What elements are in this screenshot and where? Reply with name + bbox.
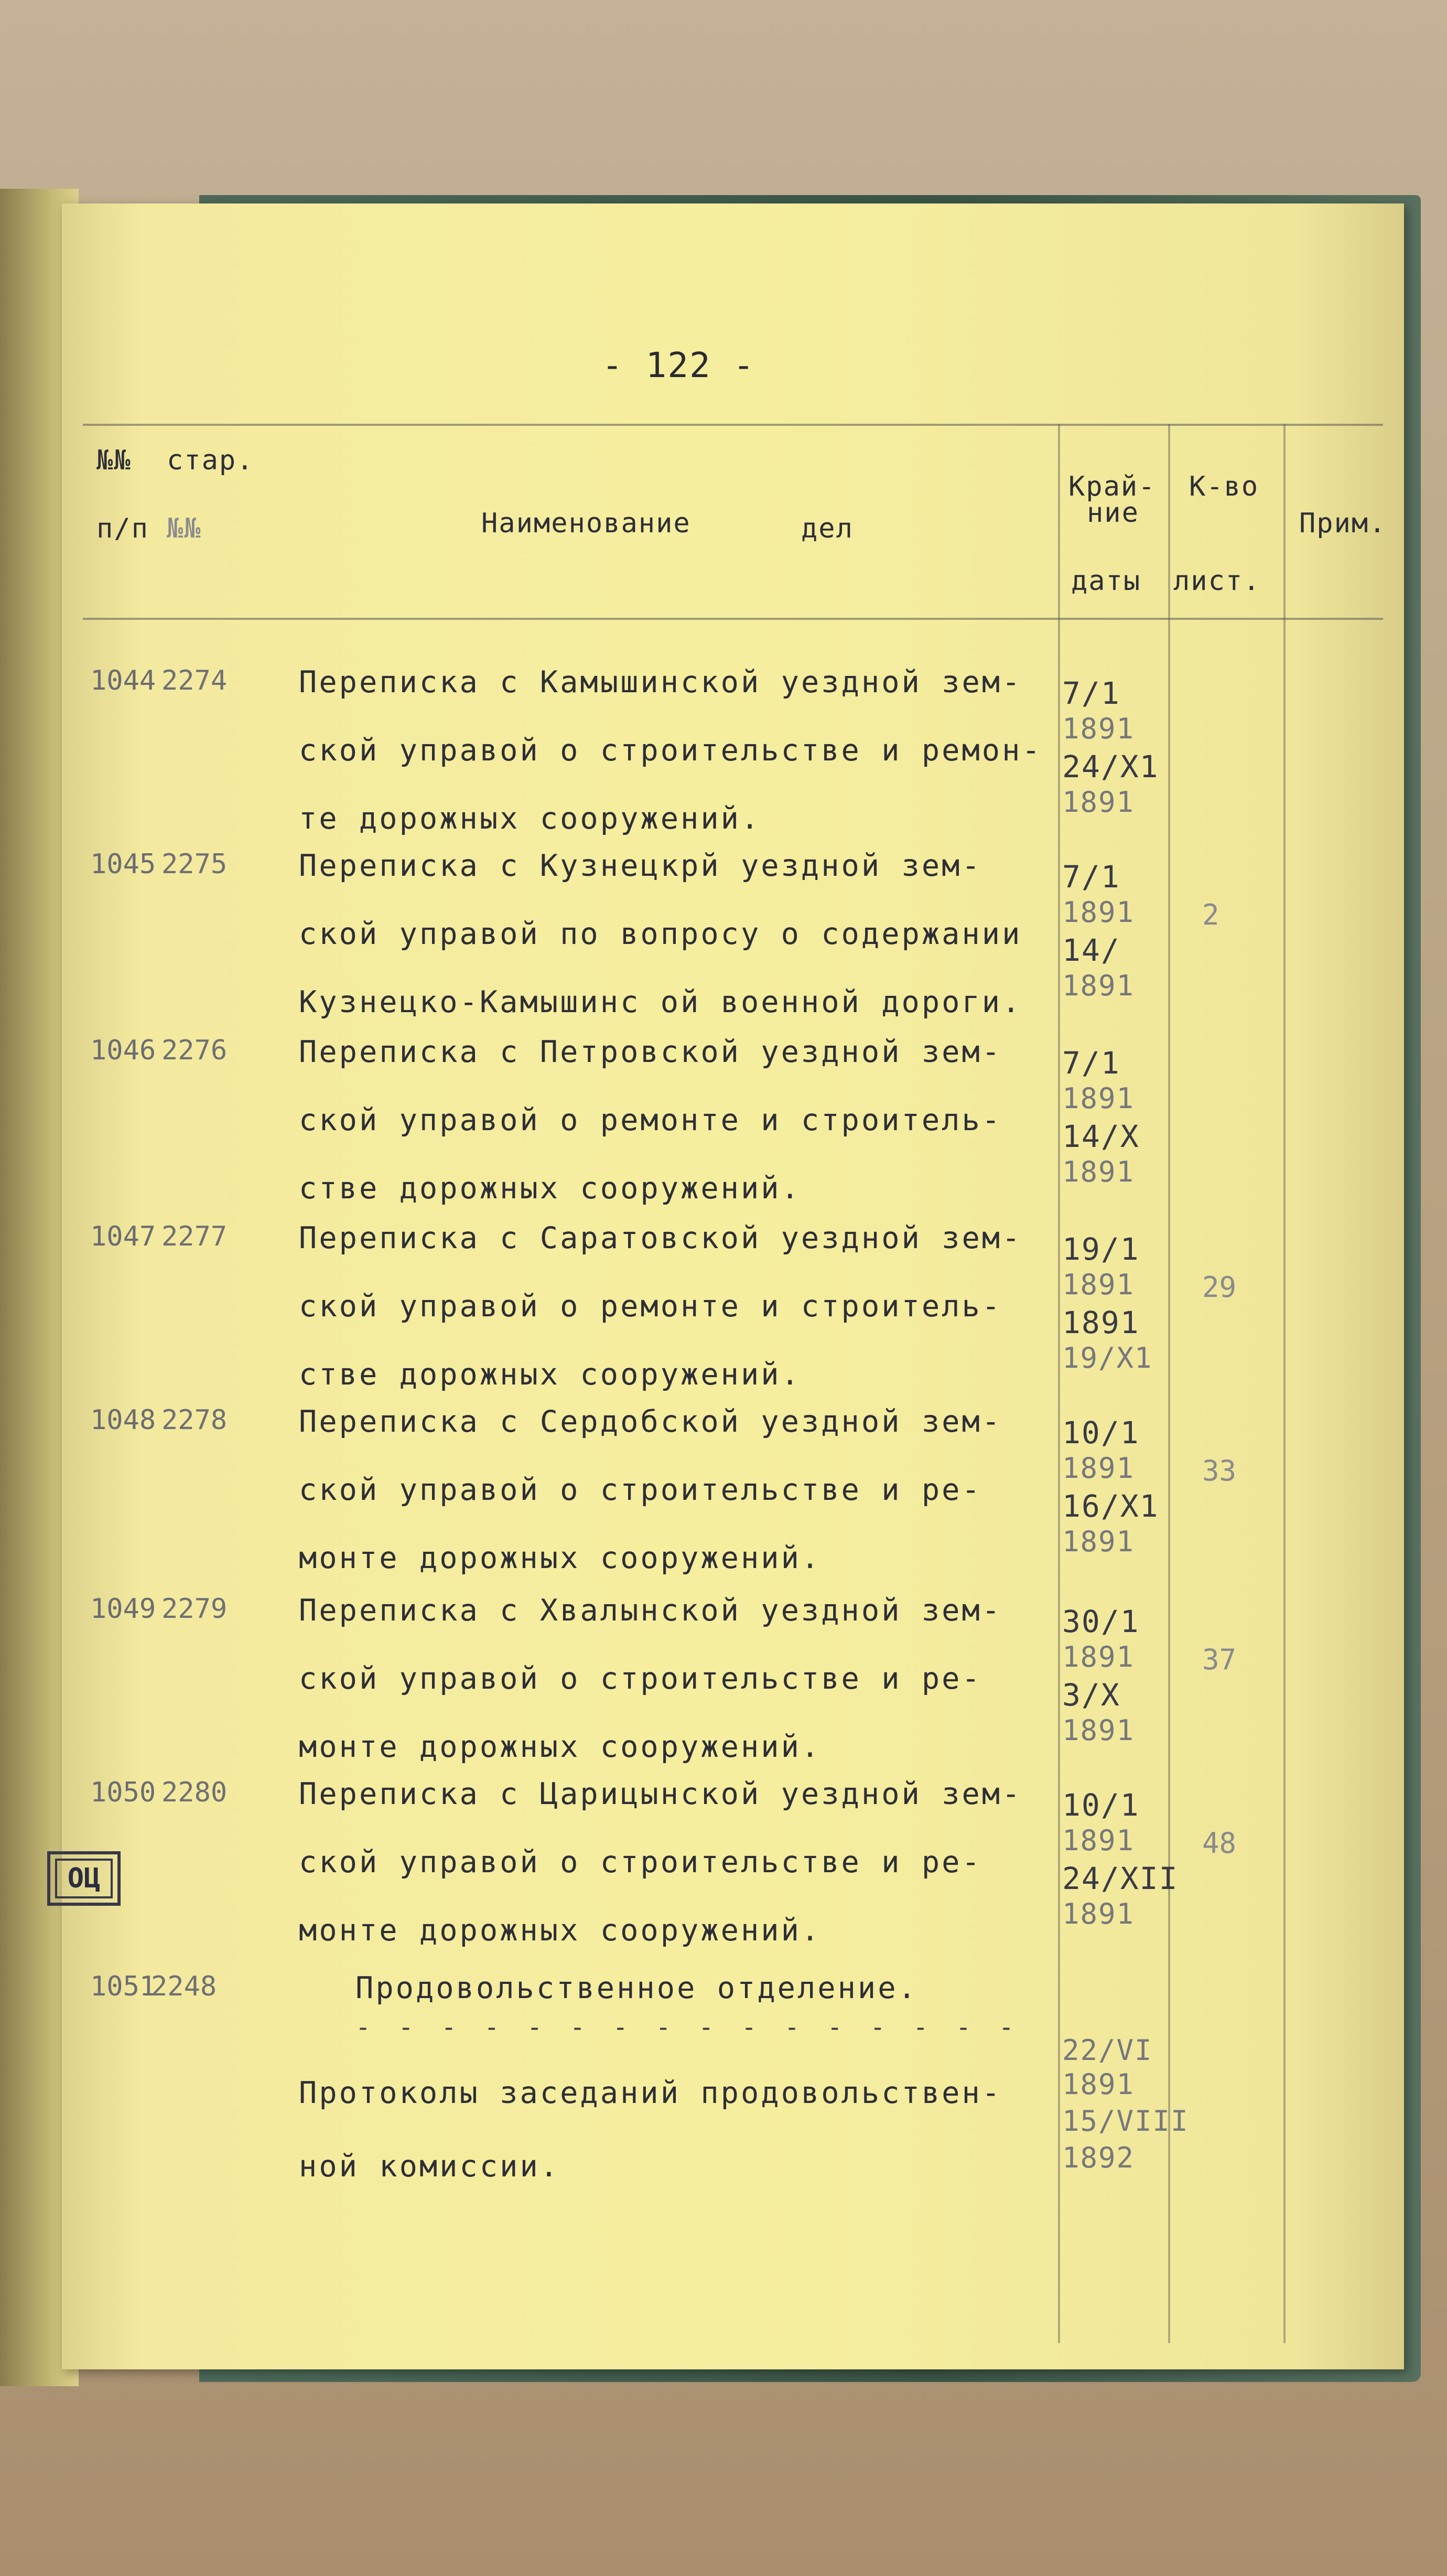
entry-sheet-count: 2 xyxy=(1202,898,1219,931)
entry-title-line: Переписка с Саратовской уездной зем- xyxy=(299,1221,1022,1255)
section-date-3: 15/VIII xyxy=(1062,2105,1189,2138)
entry-title-line: ской управой о ремонте и строитель- xyxy=(299,1103,1002,1137)
entry-date: 1891 xyxy=(1062,896,1135,929)
entry-sheet-count: 37 xyxy=(1202,1643,1237,1676)
entry-date: 1891 xyxy=(1062,1155,1135,1188)
entry-date: 19/Х1 xyxy=(1062,1341,1153,1375)
entry-title-line: ской управой о ремонте и строитель- xyxy=(299,1289,1002,1324)
entry-date: 1891 xyxy=(1062,1897,1135,1930)
entry-title-line: ской управой по вопросу о содержании xyxy=(299,917,1022,951)
entry-title-line: те дорожных сооружений. xyxy=(299,801,761,836)
header-title-2: дел xyxy=(801,513,854,544)
entry-old-number: 2278 xyxy=(161,1404,228,1436)
entry-old-number: 2279 xyxy=(161,1593,228,1625)
entry-date: 1891 xyxy=(1062,1824,1135,1857)
entry-date: 1891 xyxy=(1062,969,1135,1002)
entry-date: 14/ xyxy=(1062,932,1120,968)
entry-date: 24/Х1 xyxy=(1062,749,1159,785)
entry-old-number: 2276 xyxy=(161,1035,228,1066)
entry-title-line: Переписка с Кузнецкрй уездной зем- xyxy=(299,849,982,883)
section-underline: - - - - - - - - - - - - - - - - xyxy=(355,2013,1020,2042)
entry-date: 7/1 xyxy=(1062,675,1120,711)
entry-old-number: 2248 xyxy=(151,1971,217,2002)
section-date-4: 1892 xyxy=(1062,2141,1135,2174)
entry-date: 1891 xyxy=(1062,1452,1135,1485)
entry-title-line: ской управой о строительстве и ре- xyxy=(299,1845,982,1880)
entry-date: 24/ХII xyxy=(1062,1861,1179,1896)
entry-date: 10/1 xyxy=(1062,1415,1140,1451)
entry-date: 7/1 xyxy=(1062,1045,1120,1081)
entry-sheet-count: 48 xyxy=(1202,1827,1237,1860)
entry-date: 1891 xyxy=(1062,1082,1135,1115)
entry-title-line: стве дорожных сооружений. xyxy=(299,1357,801,1392)
entry-number: 1045 xyxy=(90,849,156,880)
entry-title-line: монте дорожных сооружений. xyxy=(299,1730,822,1764)
entry-sheet-count: 33 xyxy=(1202,1454,1237,1487)
entry-date: 7/1 xyxy=(1062,859,1120,895)
entry-date: 1891 xyxy=(1062,712,1135,745)
header-number-top: №№ xyxy=(96,445,132,476)
entry-date: 1891 xyxy=(1062,1640,1135,1673)
entry-date: 1891 xyxy=(1062,1268,1135,1301)
entry-number: 1049 xyxy=(90,1593,156,1625)
entry-old-number: 2277 xyxy=(161,1221,228,1252)
entry-title-line: монте дорожных сооружений. xyxy=(299,1541,822,1575)
header-note: Прим. xyxy=(1299,508,1387,539)
header-number-bottom: п/п xyxy=(96,513,149,544)
page-number: - 122 - xyxy=(602,345,755,385)
section-title: Продовольственное отделение. xyxy=(355,1971,918,2005)
note-column-rule xyxy=(1283,424,1286,2343)
entry-number: 1044 xyxy=(90,665,156,696)
entry-number: 1048 xyxy=(90,1404,156,1436)
entry-title-line: ской управой о строительстве и ре- xyxy=(299,1661,982,1696)
dates-column-rule xyxy=(1058,424,1060,2343)
header-old-bottom: №№ xyxy=(167,513,202,544)
entry-title-line: Переписка с Сердобской уездной зем- xyxy=(299,1404,1002,1439)
header-title: Наименование xyxy=(481,508,691,539)
header-count-bottom: лист. xyxy=(1173,565,1261,597)
entry-title-line: монте дорожных сооружений. xyxy=(299,1913,822,1948)
entry-sheet-count: 29 xyxy=(1202,1271,1237,1304)
entry-title-line: Переписка с Камышинской уездной зем- xyxy=(299,665,1022,700)
entry-old-number: 2275 xyxy=(161,849,228,880)
entry-title-line: стве дорожных сооружений. xyxy=(299,1171,801,1206)
header-bottom-rule xyxy=(83,618,1383,620)
entry-title-line: ской управой о строительстве и ре- xyxy=(299,1473,982,1507)
header-top-rule xyxy=(83,424,1383,426)
entry-date: 30/1 xyxy=(1062,1604,1140,1639)
entry-date: 16/Х1 xyxy=(1062,1488,1159,1524)
entry-date: 1891 xyxy=(1062,1714,1135,1747)
entry-date: 1891 xyxy=(1062,1525,1135,1558)
archive-stamp xyxy=(47,1851,121,1906)
entry-date: 10/1 xyxy=(1062,1787,1140,1823)
entry-number: 1051 xyxy=(90,1971,156,2002)
header-count-top: К-во xyxy=(1189,471,1259,502)
entry-title-line: Переписка с Хвалынской уездной зем- xyxy=(299,1593,1002,1628)
entry-title-line: Переписка с Петровской уездной зем- xyxy=(299,1035,1002,1069)
entry-title-line: Переписка с Царицынской уездной зем- xyxy=(299,1777,1022,1811)
section-date-1: 22/VI xyxy=(1062,2034,1153,2067)
entry-title-line: ской управой о строительстве и ремон- xyxy=(299,733,1042,768)
section-line-1: Протоколы заседаний продовольствен- xyxy=(299,2076,1002,2110)
document-page xyxy=(62,203,1404,2369)
header-old-top: стар. xyxy=(167,445,254,476)
entry-date: 19/1 xyxy=(1062,1231,1140,1267)
entry-number: 1047 xyxy=(90,1221,156,1252)
count-column-rule xyxy=(1168,424,1170,2343)
header-dates-bottom: даты xyxy=(1071,565,1141,597)
entry-old-number: 2274 xyxy=(161,665,228,696)
header-dates-top: Край- xyxy=(1068,471,1156,502)
header-dates-mid: ние xyxy=(1087,497,1139,529)
entry-number: 1050 xyxy=(90,1777,156,1808)
entry-old-number: 2280 xyxy=(161,1777,228,1808)
entry-date: 1891 xyxy=(1062,1305,1140,1340)
entry-date: 1891 xyxy=(1062,786,1135,819)
entry-number: 1046 xyxy=(90,1035,156,1066)
section-line-2: ной комиссии. xyxy=(299,2149,560,2184)
stamp-text: ОЦ xyxy=(55,1859,113,1898)
entry-title-line: Кузнецко-Камышинс ой военной дороги. xyxy=(299,985,1022,1019)
section-date-2: 1891 xyxy=(1062,2068,1135,2101)
entry-date: 3/Х xyxy=(1062,1677,1120,1713)
entry-date: 14/Х xyxy=(1062,1119,1140,1154)
